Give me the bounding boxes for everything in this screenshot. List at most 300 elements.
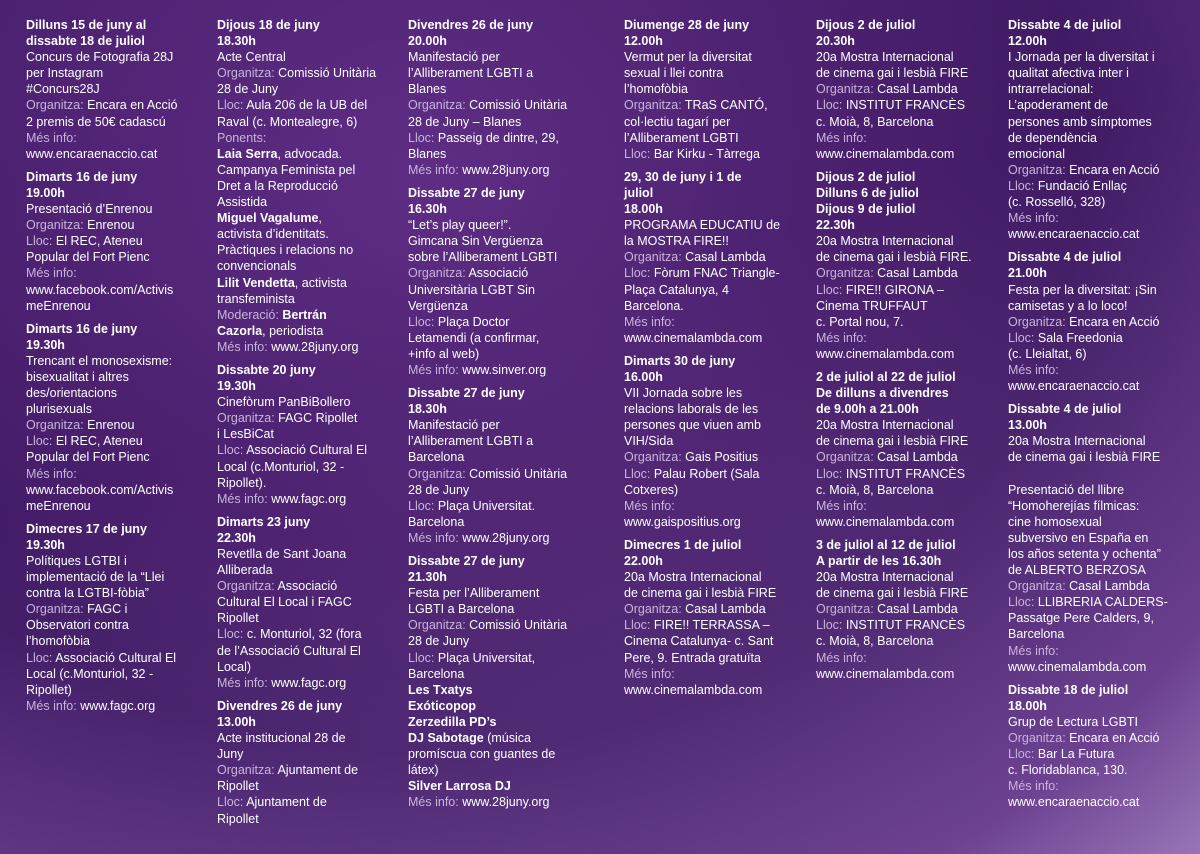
event-date-heading bbox=[816, 537, 984, 553]
event-detail-line bbox=[26, 633, 194, 649]
line-text: Vergüenza bbox=[408, 298, 468, 313]
event-detail-line bbox=[408, 49, 576, 65]
event-detail-line bbox=[26, 49, 194, 65]
line-text: INSTITUT FRANCÈS bbox=[845, 618, 966, 633]
event-detail-line bbox=[624, 466, 792, 482]
event-detail-line bbox=[816, 585, 984, 601]
line-text: 28 de Juny bbox=[408, 634, 470, 649]
event-detail-line bbox=[217, 730, 385, 746]
event-date-heading bbox=[1008, 17, 1176, 33]
event-detail-line bbox=[217, 594, 385, 610]
line-text: Associació Cultural El bbox=[246, 443, 368, 458]
line-text: 19.30h bbox=[26, 537, 65, 552]
event-detail-line bbox=[408, 346, 576, 362]
event-detail-line bbox=[1008, 330, 1176, 346]
line-text: emocional bbox=[1008, 146, 1065, 161]
event-detail-line bbox=[1008, 498, 1176, 514]
field-label: Més info: bbox=[816, 498, 867, 513]
event-detail-line bbox=[816, 97, 984, 113]
line-text: INSTITUT FRANCÈS bbox=[845, 466, 966, 481]
event-detail-line bbox=[1008, 449, 1176, 465]
line-text: Local) bbox=[217, 659, 252, 674]
event-date-heading bbox=[26, 185, 194, 201]
event-detail-line bbox=[217, 146, 385, 162]
event-detail-line bbox=[217, 778, 385, 794]
line-text: transfeminista bbox=[217, 291, 295, 306]
event-detail-line bbox=[26, 433, 194, 449]
event-detail-line bbox=[1008, 226, 1176, 242]
line-text: c. Portal nou, 7. bbox=[816, 314, 904, 329]
event-detail-line bbox=[217, 178, 385, 194]
field-label: Més info: bbox=[26, 266, 77, 281]
event-detail-line bbox=[26, 650, 194, 666]
line-text: Cinema TRUFFAUT bbox=[816, 298, 928, 313]
field-label: Lloc: bbox=[217, 795, 247, 810]
event-detail-line bbox=[217, 130, 385, 146]
event-detail-line bbox=[624, 666, 792, 682]
field-label: Organitza: bbox=[624, 98, 685, 113]
event-detail-line bbox=[26, 114, 194, 130]
line-text: Ripollet bbox=[217, 811, 259, 826]
line-text: 29, 30 de juny i 1 de bbox=[624, 169, 742, 184]
event-detail-line bbox=[217, 210, 385, 226]
event-date-heading bbox=[816, 201, 984, 217]
event-item bbox=[26, 169, 194, 314]
event-detail-line bbox=[624, 601, 792, 617]
event-item bbox=[217, 698, 385, 827]
event-detail-line bbox=[624, 298, 792, 314]
event-detail-line bbox=[217, 275, 385, 291]
highlighted-name: Laia Serra bbox=[217, 146, 278, 161]
field-label: Lloc: bbox=[217, 98, 247, 113]
event-detail-line bbox=[624, 385, 792, 401]
line-text: Enrenou bbox=[87, 418, 135, 433]
line-text: Ripollet bbox=[217, 611, 259, 626]
line-text: Local (c.Monturiol, 32 - bbox=[217, 459, 345, 474]
line-text: Barcelona bbox=[408, 666, 465, 681]
line-text: l’Alliberament LGBTI a bbox=[408, 434, 534, 449]
field-label: Organitza: bbox=[624, 250, 686, 265]
line-text: www.cinemalambda.com bbox=[816, 514, 955, 529]
field-label: Organitza: bbox=[408, 98, 470, 113]
line-text: Casal Lambda bbox=[685, 250, 766, 265]
event-detail-line bbox=[217, 291, 385, 307]
line-text: Dissabte 18 de juliol bbox=[1008, 682, 1129, 697]
event-detail-line bbox=[217, 811, 385, 827]
line-text: de cinema gai i lesbià FIRE bbox=[816, 66, 969, 81]
event-detail-line bbox=[217, 410, 385, 426]
event-detail-line bbox=[1008, 794, 1176, 810]
event-detail-line bbox=[217, 610, 385, 626]
event-date-heading bbox=[408, 185, 576, 201]
field-label: Més info: bbox=[1008, 211, 1059, 226]
event-item bbox=[816, 169, 984, 362]
event-detail-line bbox=[624, 650, 792, 666]
field-label: Organitza: bbox=[408, 466, 470, 481]
field-label: Lloc: bbox=[624, 146, 654, 161]
event-item bbox=[1008, 682, 1176, 811]
event-detail-line bbox=[1008, 97, 1176, 113]
event-date-heading bbox=[624, 353, 792, 369]
event-detail-line bbox=[816, 114, 984, 130]
event-detail-line bbox=[408, 217, 576, 233]
line-text: Casal Lambda bbox=[877, 450, 958, 465]
line-text: www.sinver.org bbox=[462, 362, 547, 377]
event-detail-line bbox=[1008, 178, 1176, 194]
event-detail-line bbox=[217, 394, 385, 410]
line-text: sexual i llei contra bbox=[624, 66, 724, 81]
line-text: Ripollet bbox=[217, 779, 259, 794]
line-text: l’Alliberament LGBTI a bbox=[408, 66, 534, 81]
line-text: Festa per la diversitat: ¡Sin bbox=[1008, 282, 1157, 297]
event-date-heading bbox=[26, 321, 194, 337]
line-text: Cultural El Local i FAGC bbox=[217, 595, 352, 610]
event-detail-line bbox=[1008, 130, 1176, 146]
line-text: Dilluns 15 de juny al bbox=[26, 18, 147, 32]
event-detail-line bbox=[816, 466, 984, 482]
line-text: 13.00h bbox=[217, 714, 256, 729]
event-date-heading bbox=[624, 185, 792, 201]
line-text: Casal Lambda bbox=[877, 602, 958, 617]
event-detail-line bbox=[1008, 643, 1176, 659]
event-date-heading bbox=[217, 33, 385, 49]
line-text: Dimarts 16 de juny bbox=[26, 321, 138, 336]
line-text: www.28juny.org bbox=[462, 162, 550, 177]
event-detail-line bbox=[816, 346, 984, 362]
event-detail-line bbox=[816, 569, 984, 585]
field-label: Lloc: bbox=[816, 282, 846, 297]
event-item bbox=[26, 17, 194, 162]
event-detail-line bbox=[1008, 594, 1176, 610]
line-text: l’homofòbia bbox=[26, 634, 90, 649]
program-column bbox=[408, 17, 576, 818]
line-text: , activista bbox=[294, 275, 347, 290]
event-date-heading bbox=[624, 169, 792, 185]
line-text: bisexualitat i altres bbox=[26, 369, 129, 384]
event-detail-line bbox=[816, 650, 984, 666]
event-detail-line bbox=[816, 130, 984, 146]
event-date-heading bbox=[1008, 33, 1176, 49]
event-detail-line bbox=[217, 242, 385, 258]
program-column bbox=[624, 17, 792, 705]
line-text: 22.30h bbox=[816, 218, 855, 233]
field-label: Organitza: bbox=[217, 763, 278, 778]
event-date-heading bbox=[1008, 249, 1176, 265]
line-text: juliol bbox=[624, 185, 654, 200]
line-text: Dijous 2 de juliol bbox=[816, 169, 916, 184]
line-text: Plaça Catalunya, 4 bbox=[624, 282, 729, 297]
line-text: FIRE!! TERRASSA – bbox=[653, 618, 770, 633]
event-detail-line bbox=[217, 323, 385, 339]
field-label: Organitza: bbox=[624, 602, 686, 617]
event-detail-line bbox=[408, 601, 576, 617]
event-detail-line bbox=[408, 585, 576, 601]
event-item bbox=[408, 17, 576, 178]
highlighted-name: Zerzedilla PD’s bbox=[408, 714, 497, 729]
event-item bbox=[624, 353, 792, 530]
event-detail-line bbox=[816, 449, 984, 465]
line-text: meEnrenou bbox=[26, 298, 91, 313]
event-detail-line bbox=[816, 298, 984, 314]
line-text: Associació Cultural El bbox=[55, 650, 177, 665]
line-text: Barcelona bbox=[408, 450, 465, 465]
event-detail-line bbox=[217, 675, 385, 691]
field-label: Més info: bbox=[624, 314, 675, 329]
event-detail-line bbox=[624, 498, 792, 514]
line-text: de cinema gai i lesbià FIRE bbox=[816, 586, 969, 601]
event-date-heading bbox=[26, 17, 194, 33]
line-text: Dissabte 27 de juny bbox=[408, 185, 525, 200]
event-detail-line bbox=[408, 514, 576, 530]
event-date-heading bbox=[26, 537, 194, 553]
field-label: Lloc: bbox=[217, 443, 247, 458]
event-detail-line bbox=[1008, 778, 1176, 794]
field-label: Organitza: bbox=[217, 579, 278, 594]
line-text: www.facebook.com/Activis bbox=[26, 482, 174, 497]
line-text: Presentació del llibre bbox=[1008, 482, 1125, 497]
field-label: Organitza: bbox=[1008, 731, 1070, 746]
line-text: Dimecres 1 de juliol bbox=[624, 537, 742, 552]
line-text: látex) bbox=[408, 763, 439, 778]
field-label: Més info: bbox=[408, 362, 463, 377]
field-label: Organitza: bbox=[816, 266, 878, 281]
event-item bbox=[624, 17, 792, 162]
line-text: Casal Lambda bbox=[685, 602, 766, 617]
event-detail-line bbox=[624, 65, 792, 81]
line-text: Associació bbox=[468, 266, 529, 281]
event-detail-line bbox=[217, 643, 385, 659]
line-text: de cinema gai i lesbià FIRE bbox=[1008, 450, 1161, 465]
line-text: 20.30h bbox=[816, 34, 855, 49]
line-text: Dissabte 4 de juliol bbox=[1008, 250, 1122, 265]
highlighted-name: DJ Sabotage bbox=[408, 731, 484, 746]
line-text: 21.30h bbox=[408, 570, 447, 585]
line-text: intrarrelacional: bbox=[1008, 82, 1094, 97]
line-text: c. Moià, 8, Barcelona bbox=[816, 114, 934, 129]
field-label: Lloc: bbox=[26, 234, 56, 249]
line-text: www.fagc.org bbox=[271, 675, 347, 690]
line-text: 20a Mostra Internacional bbox=[1008, 434, 1146, 449]
line-text: Dissabte 27 de juny bbox=[408, 386, 525, 401]
line-text: l’Alliberament LGBTI bbox=[624, 130, 739, 145]
event-detail-line bbox=[1008, 298, 1176, 314]
event-detail-line bbox=[624, 617, 792, 633]
line-text: Trencant el monosexisme: bbox=[26, 353, 173, 368]
event-detail-line bbox=[217, 81, 385, 97]
field-label: Més info: bbox=[408, 795, 463, 810]
event-detail-line bbox=[26, 97, 194, 113]
field-label: Lloc: bbox=[408, 130, 438, 145]
event-item bbox=[217, 362, 385, 507]
event-date-heading bbox=[1008, 401, 1176, 417]
event-detail-line bbox=[1008, 714, 1176, 730]
event-detail-line bbox=[816, 417, 984, 433]
line-text: Encara en Acció bbox=[1069, 314, 1160, 329]
event-detail-line bbox=[408, 249, 576, 265]
line-text: 19.00h bbox=[26, 185, 65, 200]
event-detail-line bbox=[1008, 578, 1176, 594]
event-detail-line bbox=[624, 97, 792, 113]
event-date-heading bbox=[217, 362, 385, 378]
line-text: Plaça Universitat. bbox=[437, 498, 536, 513]
field-label: Organitza: bbox=[1008, 162, 1070, 177]
line-text: , advocada. bbox=[277, 146, 343, 161]
field-label: Organitza: bbox=[816, 602, 878, 617]
line-text: Dret a la Reproducció bbox=[217, 178, 338, 193]
event-detail-line bbox=[408, 466, 576, 482]
field-label: Més info: bbox=[816, 650, 867, 665]
event-detail-line bbox=[26, 81, 194, 97]
event-detail-line bbox=[408, 65, 576, 81]
program-column bbox=[1008, 17, 1176, 818]
event-detail-line bbox=[1008, 194, 1176, 210]
line-text: de l’Associació Cultural El bbox=[217, 643, 361, 658]
highlighted-name: Les Txatys bbox=[408, 682, 473, 697]
highlighted-name: Silver Larrosa DJ bbox=[408, 779, 511, 794]
event-detail-line bbox=[408, 633, 576, 649]
event-date-heading bbox=[217, 714, 385, 730]
line-text: plurisexuals bbox=[26, 402, 93, 417]
field-label: Lloc: bbox=[1008, 595, 1038, 610]
line-text: Casal Lambda bbox=[1069, 579, 1150, 594]
event-detail-line bbox=[624, 114, 792, 130]
event-detail-line bbox=[217, 746, 385, 762]
event-detail-line bbox=[408, 433, 576, 449]
field-label: Lloc: bbox=[816, 98, 846, 113]
program-column bbox=[26, 17, 194, 721]
line-text: 18.00h bbox=[624, 202, 663, 217]
line-text: PROGRAMA EDUCATIU de bbox=[624, 218, 781, 233]
event-item bbox=[1008, 249, 1176, 394]
line-text: LLIBRERIA CALDERS- bbox=[1037, 595, 1168, 610]
line-text: Polítiques LGTBI i bbox=[26, 554, 127, 568]
event-date-heading bbox=[408, 401, 576, 417]
line-text: 18.30h bbox=[217, 34, 256, 49]
event-detail-line bbox=[408, 530, 576, 546]
field-label: Més info: bbox=[624, 498, 675, 513]
line-text: 20a Mostra Internacional bbox=[816, 234, 954, 249]
line-text: , bbox=[318, 211, 322, 226]
event-item bbox=[26, 321, 194, 514]
field-label: Lloc: bbox=[408, 650, 438, 665]
line-text: Manifestació per bbox=[408, 418, 500, 433]
event-detail-line bbox=[624, 217, 792, 233]
event-detail-line bbox=[816, 249, 984, 265]
event-detail-line bbox=[26, 233, 194, 249]
event-detail-line bbox=[217, 258, 385, 274]
line-text: Dijous 9 de juliol bbox=[816, 202, 916, 217]
line-text: Comissió Unitària bbox=[278, 66, 377, 81]
event-detail-line bbox=[816, 65, 984, 81]
event-detail-line bbox=[408, 233, 576, 249]
event-detail-line bbox=[408, 130, 576, 146]
line-text: Popular del Fort Pienc bbox=[26, 450, 150, 465]
line-text: 19.30h bbox=[26, 337, 65, 352]
event-detail-line bbox=[1008, 81, 1176, 97]
line-text: +info al web) bbox=[408, 346, 480, 361]
event-detail-line bbox=[26, 369, 194, 385]
line-text: LGBTI a Barcelona bbox=[408, 602, 515, 617]
line-text: www.gaispositius.org bbox=[624, 514, 741, 529]
event-detail-line bbox=[408, 746, 576, 762]
event-detail-line bbox=[1008, 514, 1176, 530]
line-text: Plaça Universitat, bbox=[437, 650, 536, 665]
field-label: Organitza: bbox=[26, 98, 88, 113]
line-text: Fundació Enllaç bbox=[1037, 178, 1127, 193]
line-text: qualitat afectiva inter i bbox=[1008, 66, 1129, 81]
field-label: Més info: bbox=[624, 666, 675, 681]
line-text: Plaça Doctor bbox=[437, 314, 510, 329]
field-label: Organitza: bbox=[26, 418, 88, 433]
event-detail-line bbox=[217, 659, 385, 675]
line-text: FIRE!! GIRONA – bbox=[845, 282, 944, 297]
event-detail-line bbox=[816, 633, 984, 649]
field-label: Organitza: bbox=[26, 602, 88, 617]
event-item bbox=[217, 514, 385, 691]
event-item bbox=[624, 169, 792, 346]
program-column bbox=[217, 17, 385, 834]
line-text: , periodista bbox=[262, 323, 324, 338]
event-date-heading bbox=[217, 530, 385, 546]
field-label: Lloc: bbox=[26, 434, 56, 449]
line-text: 20a Mostra Internacional bbox=[816, 570, 954, 585]
line-text: www.encaraenaccio.cat bbox=[26, 146, 158, 161]
event-detail-line bbox=[217, 546, 385, 562]
line-text: Campanya Feminista pel bbox=[217, 162, 356, 177]
line-text: 20a Mostra Internacional bbox=[816, 418, 954, 433]
line-text: (música bbox=[483, 731, 531, 746]
field-label: Moderació: bbox=[217, 307, 283, 322]
event-item bbox=[217, 17, 385, 355]
line-text: www.fagc.org bbox=[271, 491, 347, 506]
line-text: Encara en Acció bbox=[87, 98, 178, 113]
event-detail-line bbox=[816, 282, 984, 298]
line-text: A partir de les 16.30h bbox=[816, 554, 942, 568]
event-detail-line bbox=[26, 130, 194, 146]
line-text: 20a Mostra Internacional bbox=[816, 50, 954, 65]
event-item bbox=[816, 369, 984, 530]
line-text: Dilluns 6 de juliol bbox=[816, 185, 919, 200]
event-detail-line bbox=[408, 730, 576, 746]
line-text: (c. Rosselló, 328) bbox=[1008, 195, 1106, 210]
line-text: los años setenta y ochenta” bbox=[1008, 547, 1161, 561]
line-text: El REC, Ateneu bbox=[55, 434, 143, 449]
event-detail-line bbox=[217, 578, 385, 594]
event-detail-line bbox=[816, 330, 984, 346]
event-detail-line bbox=[816, 146, 984, 162]
line-text: Encara en Acció bbox=[1069, 731, 1160, 746]
line-text: www.cinemalambda.com bbox=[816, 146, 955, 161]
field-label: Organitza: bbox=[1008, 314, 1070, 329]
line-text: Dissabte 4 de juliol bbox=[1008, 18, 1122, 32]
event-date-heading bbox=[408, 553, 576, 569]
event-date-heading bbox=[816, 553, 984, 569]
event-detail-line bbox=[217, 762, 385, 778]
event-detail-line bbox=[816, 433, 984, 449]
event-item bbox=[816, 17, 984, 162]
event-detail-line bbox=[1008, 730, 1176, 746]
line-text: de dependència bbox=[1008, 130, 1097, 145]
line-text: 20a Mostra Internacional bbox=[624, 570, 762, 585]
event-detail-line bbox=[1008, 610, 1176, 626]
line-text: promíscua con guantes de bbox=[408, 747, 556, 762]
field-label: Lloc: bbox=[408, 314, 438, 329]
event-detail-line bbox=[1008, 282, 1176, 298]
event-date-heading bbox=[624, 201, 792, 217]
event-item bbox=[624, 537, 792, 698]
event-detail-line bbox=[408, 714, 576, 730]
line-text: Blanes bbox=[408, 146, 447, 161]
